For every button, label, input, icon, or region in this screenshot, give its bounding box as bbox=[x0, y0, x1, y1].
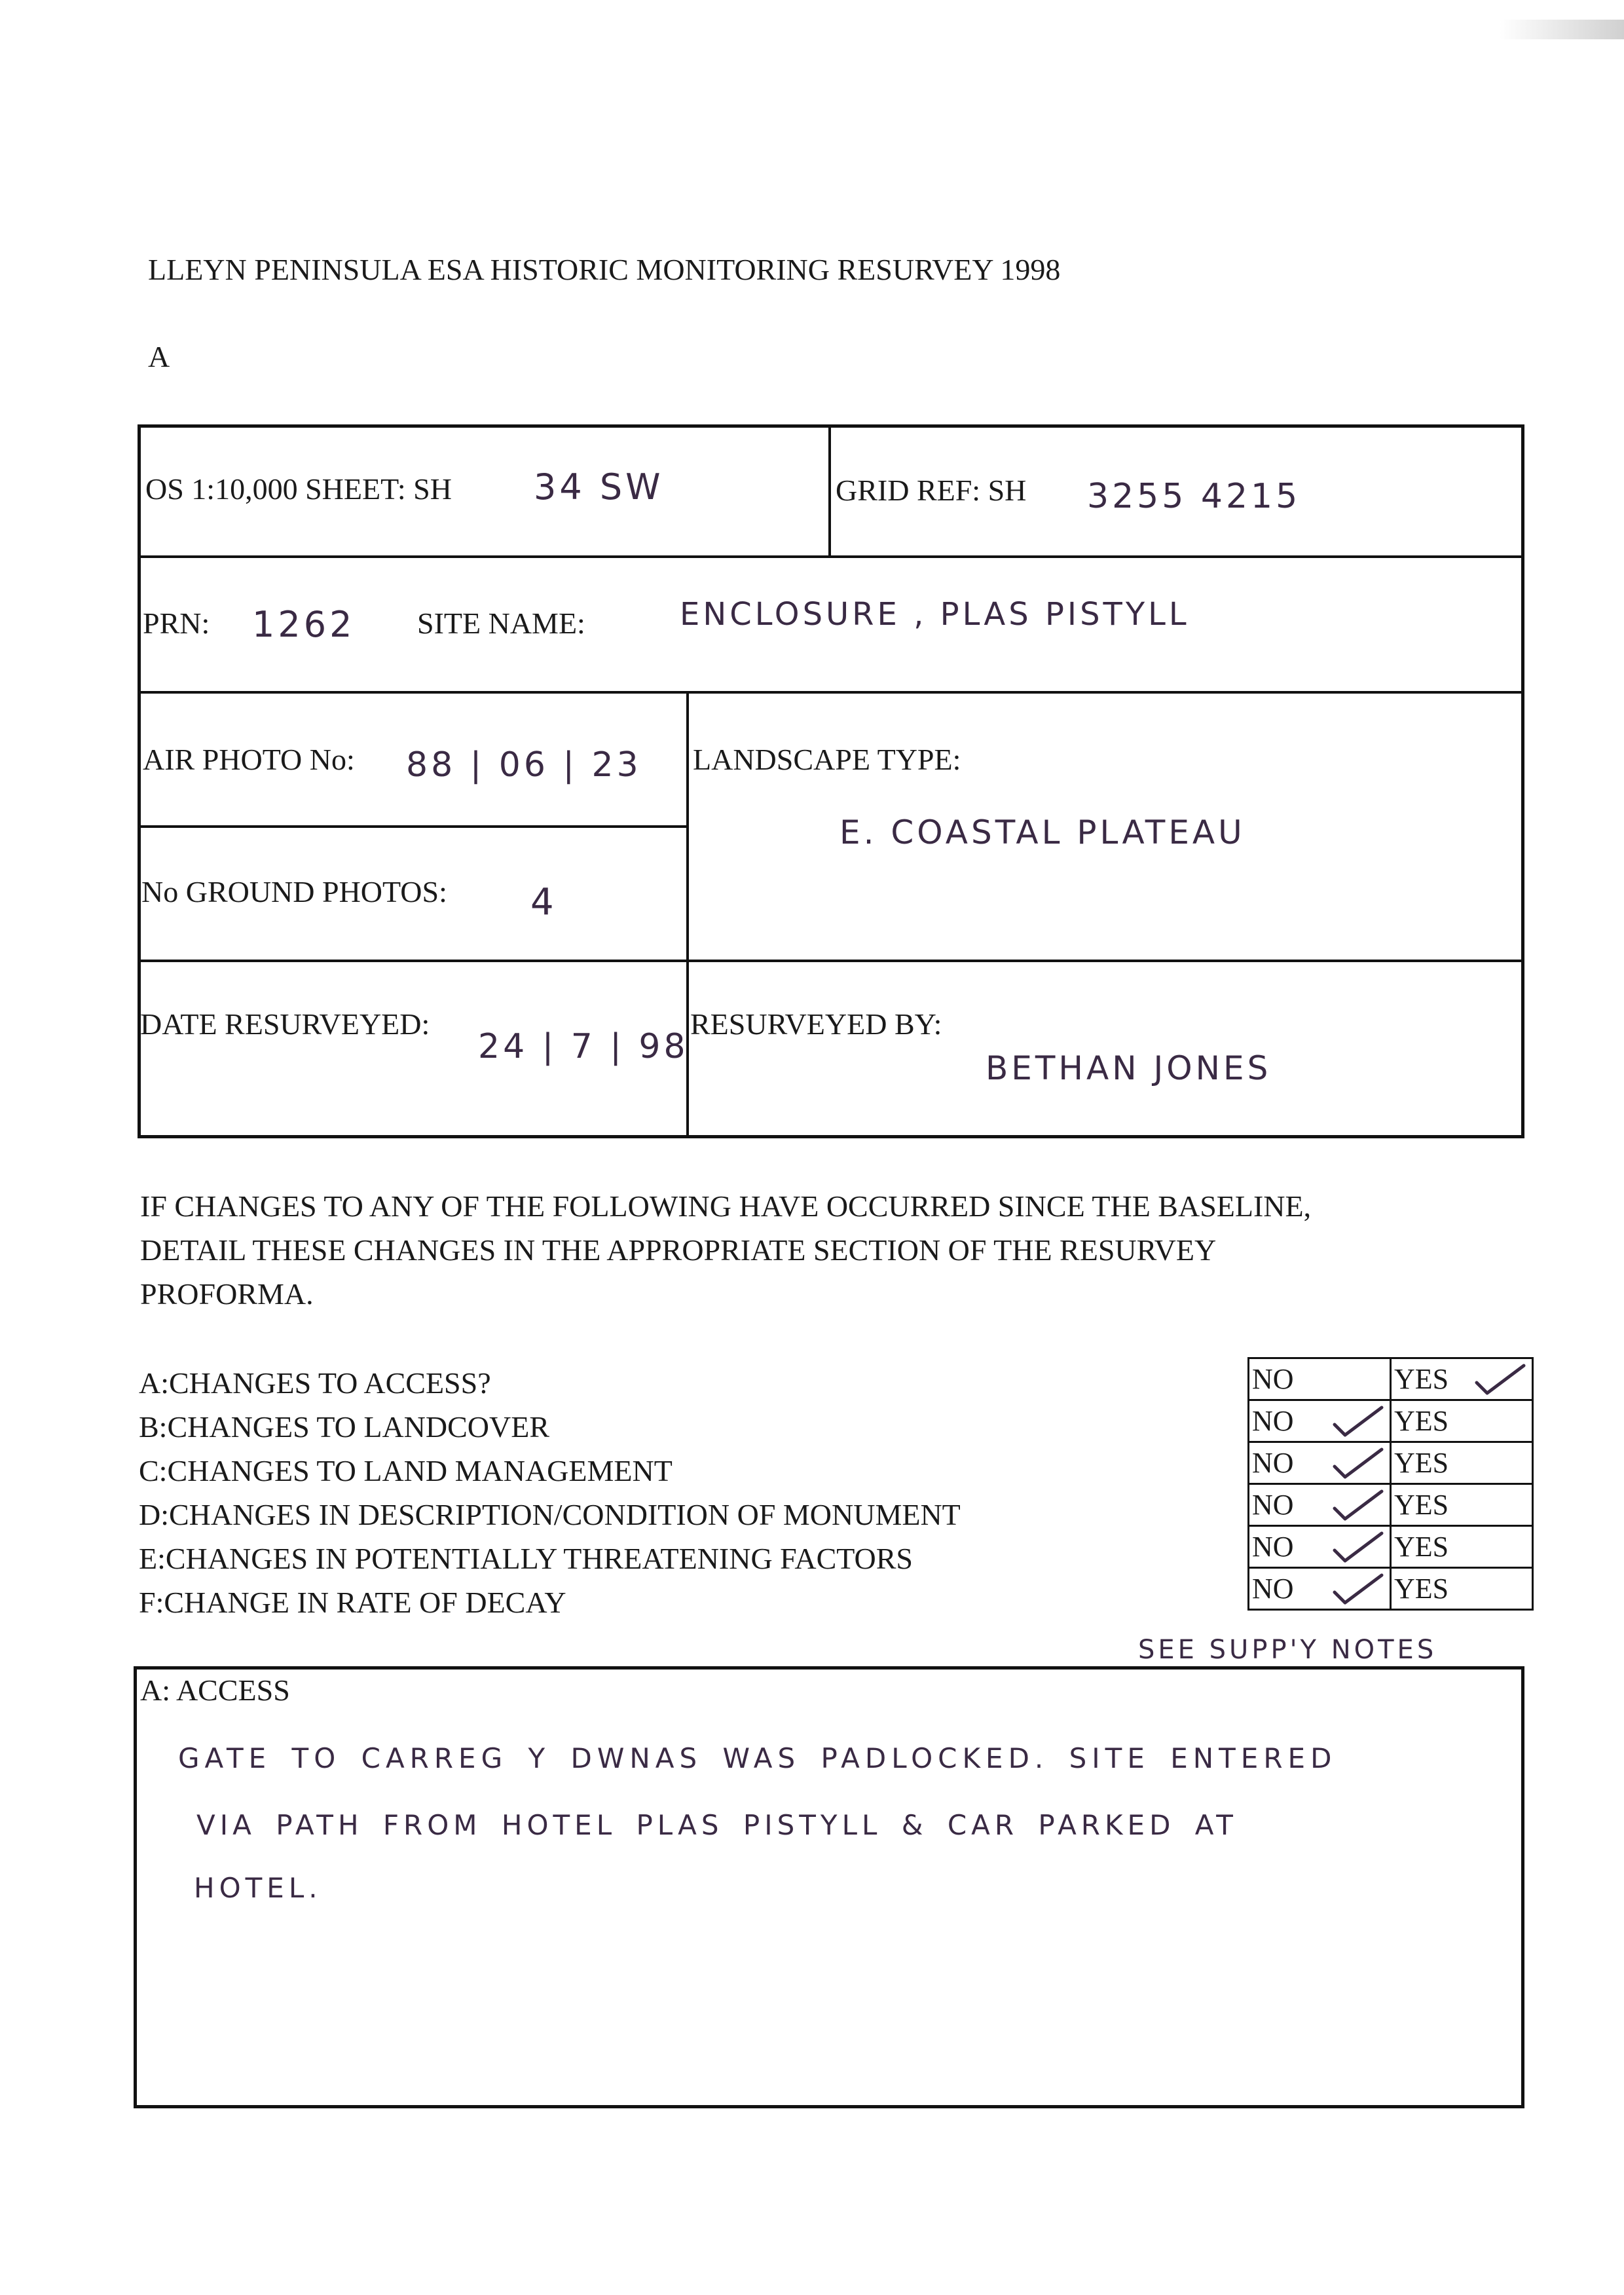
form-rule bbox=[686, 691, 689, 1138]
os-sheet-value: 34 SW bbox=[534, 466, 664, 508]
prn-value: 1262 bbox=[252, 604, 356, 645]
change-question: D:CHANGES IN DESCRIPTION/CONDITION OF MONUMENT bbox=[139, 1498, 961, 1531]
form-rule bbox=[138, 825, 688, 828]
scan-edge-smudge bbox=[1500, 20, 1624, 39]
form-rule bbox=[138, 960, 1524, 962]
yes-label: YES bbox=[1394, 1447, 1449, 1479]
form-rule bbox=[138, 555, 1524, 558]
change-question: C:CHANGES TO LAND MANAGEMENT bbox=[139, 1454, 673, 1487]
landscape-type-label: LANDSCAPE TYPE: bbox=[693, 743, 961, 776]
no-checkbox[interactable] bbox=[1249, 1526, 1391, 1568]
yes-label: YES bbox=[1394, 1363, 1449, 1395]
access-heading: A: ACCESS bbox=[140, 1673, 290, 1707]
prn-label: PRN: bbox=[143, 606, 210, 640]
no-label: NO bbox=[1252, 1573, 1294, 1605]
air-photo-label: AIR PHOTO No: bbox=[143, 743, 355, 776]
change-row bbox=[1249, 1400, 1533, 1442]
no-checkbox[interactable] bbox=[1249, 1442, 1391, 1484]
no-checkbox[interactable] bbox=[1249, 1484, 1391, 1526]
change-questions bbox=[139, 1361, 961, 1624]
landscape-type-value: E. COASTAL PLATEAU bbox=[840, 813, 1246, 851]
site-name-label: SITE NAME: bbox=[417, 606, 585, 640]
no-checkbox[interactable] bbox=[1249, 1358, 1391, 1400]
ground-photos-label: No GROUND PHOTOS: bbox=[141, 875, 447, 908]
yes-label: YES bbox=[1394, 1405, 1449, 1437]
grid-ref-label: GRID REF: SH bbox=[836, 474, 1027, 507]
date-resurveyed-label: DATE RESURVEYED: bbox=[140, 1007, 430, 1041]
change-question: A:CHANGES TO ACCESS? bbox=[139, 1366, 491, 1400]
checkmark-icon bbox=[1332, 1573, 1384, 1607]
yes-label: YES bbox=[1394, 1531, 1449, 1563]
no-label: NO bbox=[1252, 1447, 1294, 1479]
no-checkbox[interactable] bbox=[1249, 1400, 1391, 1442]
resurveyed-by-label: RESURVEYED BY: bbox=[690, 1007, 942, 1041]
change-row bbox=[1249, 1358, 1533, 1400]
checkmark-icon bbox=[1332, 1447, 1384, 1481]
yes-checkbox[interactable] bbox=[1391, 1484, 1533, 1526]
yes-label: YES bbox=[1394, 1489, 1449, 1521]
change-row bbox=[1249, 1568, 1533, 1610]
change-question: B:CHANGES TO LANDCOVER bbox=[139, 1410, 550, 1444]
os-sheet-label: OS 1:10,000 SHEET: SH bbox=[145, 472, 452, 506]
yes-label: YES bbox=[1394, 1573, 1449, 1605]
checkmark-icon bbox=[1332, 1489, 1384, 1523]
yes-checkbox[interactable] bbox=[1391, 1400, 1533, 1442]
grid-ref-value: 3255 4215 bbox=[1087, 477, 1301, 516]
yes-checkbox[interactable] bbox=[1391, 1568, 1533, 1610]
yes-checkbox[interactable] bbox=[1391, 1358, 1533, 1400]
changes-checkbox-table bbox=[1247, 1357, 1534, 1611]
access-note-line-2: VIA PATH FROM HOTEL PLAS PISTYLL & CAR PARKED AT bbox=[196, 1809, 1238, 1841]
no-label: NO bbox=[1252, 1405, 1294, 1437]
instructions-line-2: DETAIL THESE CHANGES IN THE APPROPRIATE SECTION OF THE RESURVEY bbox=[140, 1233, 1217, 1267]
no-checkbox[interactable] bbox=[1249, 1568, 1391, 1610]
ground-photos-value: 4 bbox=[530, 881, 557, 924]
change-question: E:CHANGES IN POTENTIALLY THREATENING FACTORS bbox=[139, 1542, 913, 1575]
change-question: F:CHANGE IN RATE OF DECAY bbox=[139, 1586, 566, 1619]
resurveyed-by-value: BETHAN JONES bbox=[986, 1049, 1272, 1087]
no-label: NO bbox=[1252, 1531, 1294, 1563]
no-label: NO bbox=[1252, 1489, 1294, 1521]
change-row bbox=[1249, 1484, 1533, 1526]
no-label: NO bbox=[1252, 1363, 1294, 1395]
change-row bbox=[1249, 1526, 1533, 1568]
form-rule bbox=[138, 691, 1524, 694]
instructions-line-3: PROFORMA. bbox=[140, 1277, 314, 1311]
instructions-line-1: IF CHANGES TO ANY OF THE FOLLOWING HAVE OCCURRED SINCE THE BASELINE, bbox=[140, 1189, 1312, 1223]
document-title: LLEYN PENINSULA ESA HISTORIC MONITORING RESURVEY 1998 bbox=[148, 253, 1061, 286]
access-note-line-3: HOTEL. bbox=[194, 1872, 322, 1904]
form-rule bbox=[828, 424, 831, 557]
checkmark-icon bbox=[1332, 1531, 1384, 1565]
access-note-line-1: GATE TO CARREG Y DWNAS WAS PADLOCKED. SITE ENTERED bbox=[178, 1742, 1337, 1774]
air-photo-value: 88 | 06 | 23 bbox=[406, 745, 642, 785]
change-row bbox=[1249, 1442, 1533, 1484]
date-resurveyed-value: 24 | 7 | 98 bbox=[478, 1027, 689, 1066]
section-letter: A bbox=[148, 340, 170, 373]
site-name-value: ENCLOSURE , PLAS PISTYLL bbox=[680, 596, 1190, 633]
yes-checkbox[interactable] bbox=[1391, 1526, 1533, 1568]
checkmark-icon bbox=[1474, 1363, 1526, 1397]
yes-checkbox[interactable] bbox=[1391, 1442, 1533, 1484]
checkmark-icon bbox=[1332, 1405, 1384, 1439]
access-section bbox=[134, 1666, 1524, 2108]
supp-notes-annotation: SEE SUPP'Y NOTES bbox=[1138, 1635, 1437, 1665]
